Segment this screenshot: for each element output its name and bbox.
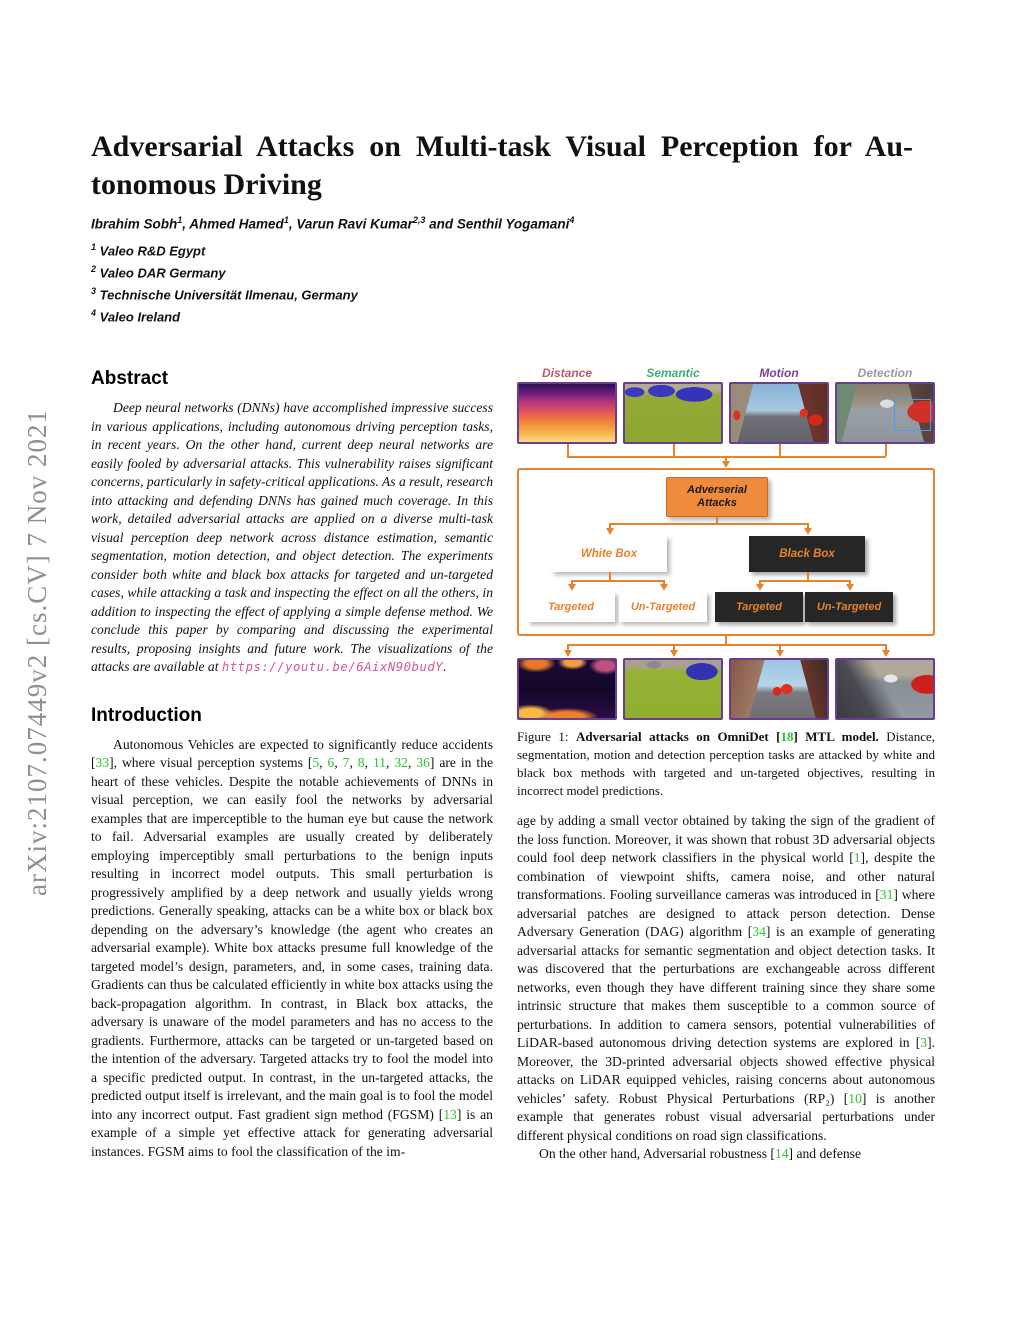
connector-bottom <box>517 636 935 658</box>
motion-prediction-image <box>729 382 829 444</box>
semantic-prediction-image <box>623 382 723 444</box>
affiliation <box>91 238 913 260</box>
arxiv-identifier-text: arXiv:2107.07449v2 [cs.CV] 7 Nov 2021 <box>21 409 52 896</box>
task-label-distance: Distance <box>541 366 593 380</box>
video-link[interactable]: https://youtu.be/6AixN90budY <box>221 660 444 674</box>
task-label-semantic: Semantic <box>646 366 700 380</box>
affiliation-list <box>91 238 913 327</box>
whitebox-targeted-node: Targeted <box>527 592 615 622</box>
caption-rest: Distance, segmentation, motion and detection perception tasks are attacked by white and black box methods with targeted and un-targeted objectives, resulting in incorrect model predictions. <box>517 729 935 798</box>
author-line <box>91 215 913 232</box>
citation-link[interactable]: 14 <box>774 1146 789 1161</box>
citation-link[interactable]: 33 <box>95 755 110 770</box>
arrow-down-icon <box>670 650 678 657</box>
blackbox-targeted-node: Targeted <box>715 592 803 622</box>
affiliation <box>91 282 913 304</box>
affiliation-name: Valeo R&D Egypt <box>96 242 206 258</box>
citation-link[interactable]: 5 <box>312 755 320 770</box>
figure-caption <box>517 728 935 800</box>
author-superscript: 1 <box>283 215 289 225</box>
blackbox-untargeted-node: Un-Targeted <box>805 592 893 622</box>
adversarial-attacks-node: Adverserial Attacks <box>666 477 768 517</box>
black-box-node: Black Box <box>749 536 865 572</box>
arxiv-identifier-strip <box>14 330 60 975</box>
author-block <box>91 215 913 327</box>
attack-taxonomy-flowchart <box>517 468 935 636</box>
semantic-attacked-image <box>623 658 723 720</box>
distance-attacked-image <box>517 658 617 720</box>
citation-link[interactable]: 8 <box>357 755 365 770</box>
abstract-heading: Abstract <box>91 368 169 389</box>
arrow-down-icon <box>564 650 572 657</box>
task-label-row <box>517 366 935 380</box>
figure-1 <box>517 366 935 800</box>
author-superscript: 2,3 <box>412 215 426 225</box>
citation-link[interactable]: 11 <box>372 755 387 770</box>
author-superscript: 4 <box>569 215 575 225</box>
paper-title-line1: Adversarial Attacks on Multi-task Visual Perception for Au- <box>91 130 913 163</box>
citation-link[interactable]: 1 <box>853 850 861 865</box>
detection-prediction-image <box>835 382 935 444</box>
affiliation-name: Technische Universität Ilmenau, Germany <box>96 287 358 303</box>
author-name: and Senthil Yogamani <box>425 216 570 232</box>
connector-top <box>517 444 935 468</box>
citation-link[interactable]: 6 <box>327 755 335 770</box>
detection-attacked-image <box>835 658 935 720</box>
task-label-motion: Motion <box>759 366 799 380</box>
whitebox-untargeted-node: Un-Targeted <box>619 592 707 622</box>
citation-link[interactable]: 31 <box>879 887 894 902</box>
citation-link[interactable]: 32 <box>394 755 408 770</box>
arrow-down-icon <box>722 461 730 468</box>
author-name: Ibrahim Sobh <box>91 216 178 232</box>
right-column <box>517 366 935 1164</box>
task-label-detection: Detection <box>857 366 913 380</box>
affiliation-superscript: 1 <box>91 241 97 252</box>
arrow-down-icon <box>568 584 576 591</box>
arrow-down-icon <box>660 584 668 591</box>
author-name: , Varun Ravi Kumar <box>288 216 413 232</box>
affiliation <box>91 304 913 326</box>
arrow-down-icon <box>846 584 854 591</box>
citation-link[interactable]: 7 <box>342 755 350 770</box>
citation-link[interactable]: 18 <box>780 729 794 744</box>
citation-link[interactable]: 3 <box>920 1035 928 1050</box>
citation-link[interactable]: 10 <box>848 1090 862 1106</box>
caption-prefix: Figure 1: <box>517 729 576 744</box>
left-column <box>91 368 493 1161</box>
motion-attacked-image <box>729 658 829 720</box>
arrow-down-icon <box>804 528 812 535</box>
citation-link[interactable]: 34 <box>752 924 766 939</box>
attacked-image-row <box>517 658 935 720</box>
author-name: , Ahmed Hamed <box>182 216 284 232</box>
introduction-heading: Introduction <box>91 704 202 726</box>
introduction-paragraph: Autonomous Vehicles are expected to significantly reduce accidents [33], where visual perception systems [5, 6, 7, 8, 11, 32, 36] are in the heart of these vehicles. Despite the notable achievements of DNNs in visual perception, we can easily fool the networks by adversarial examples that are imperceptible to the human eye but cause the network to fail. Adversarial examples are usually created by deliberately employing imperceptibly small perturbations to the benign inputs resulting in incorrect model outputs. This small perturbation is progressively amplified by a deep network and usually yields wrong predictions. Generally speaking, attacks can be a white box or black box depending on the adversary’s knowledge (the agent who creates an adversarial example). White box attacks presume full knowledge of the targeted model’s design, parameters, and, in some cases, training data. Gradients can thus be calculated efficiently in white box attacks using the back-propagation algorithm. In contrast, in Black box attacks, the adversary is unaware of the model parameters and has no access to the gradients. Furthermore, attacks can be targeted or un-targeted based on the intention of the adversary. Targeted attacks try to fool the model into a specific predicted output. In contrast, in the un-targeted attacks, the predicted output itself is irrelevant, and the main goal is to fool the model into any incorrect output. Fast gradient sign method (FGSM) [13] is an example of a simple yet effective attack for generating adversarial instances. FGSM aims to fool the classification of the im- <box>91 736 494 1159</box>
body-paragraph-1: age by adding a small vector obtained by taking the sign of the gradient of the loss function. Moreover, it was shown that robust 3D adversarial objects could fool deep network classifiers in the physical world [1], despite the combination of viewpoint shifts, camera noise, and other natural transformations. Fooling surveillance cameras was introduced in [31] where adversarial patches are designed to attack person detection. Dense Adversary Generation (DAG) algorithm [34] is an example of generating adversarial attacks for semantic segmentation and object detection tasks. It was discovered that the perturbations are exchangeable across different networks, even though they have different training since they share some intrinsic structure that makes them susceptible to a common source of perturbations. In addition to camera sensors, potential vulnerabilities of LiDAR-based autonomous driving detection systems are explored in [3]. Moreover, the 3D-printed adversarial objects showed effective physical attacks on LiDAR equipped vehicles, raising concerns about autonomous vehicles’ safety. Robust Physical Perturbations (RP₂) [10] is another example that generates robust visual adversarial perturbations under different physical conditions on road sign classifications. <box>517 813 935 1143</box>
arrow-down-icon <box>756 584 764 591</box>
caption-bold: Adversarial attacks on OmniDet [18] MTL model. <box>575 729 879 744</box>
affiliation-name: Valeo DAR Germany <box>96 265 226 281</box>
citation-link[interactable]: 13 <box>443 1106 457 1122</box>
author-superscript: 1 <box>177 215 183 225</box>
affiliation <box>91 260 913 282</box>
prediction-image-row <box>517 382 935 444</box>
affiliation-superscript: 2 <box>91 263 97 274</box>
right-column-body <box>517 812 935 1164</box>
affiliation-superscript: 3 <box>91 286 97 297</box>
paper-title-line2: tonomous Driving <box>91 168 322 201</box>
arrow-down-icon <box>882 650 890 657</box>
paper-title <box>91 128 913 204</box>
white-box-node: White Box <box>551 536 667 572</box>
body-paragraph-2: On the other hand, Adversarial robustness [14] and defense <box>539 1146 862 1161</box>
arrow-down-icon <box>776 650 784 657</box>
affiliation-name: Valeo Ireland <box>96 309 181 325</box>
citation-link[interactable]: 36 <box>416 755 430 770</box>
affiliation-superscript: 4 <box>91 308 97 319</box>
arrow-down-icon <box>606 528 614 535</box>
distance-prediction-image <box>517 382 617 444</box>
abstract-paragraph: Deep neural networks (DNNs) have accomplished impressive success in various applications, including autonomous driving perception tasks, in recent years. On the other hand, current deep neural networks are easily fooled by adversarial attacks. This vulnerability raises significant concerns, particularly in safety-critical applications. As a result, research into attacking and defending DNNs has gained much coverage. In this work, detailed adversarial attacks are applied on a diverse multi-task visual perception deep network across distance estimation, semantic segmentation, motion detection, and object detection. The experiments consider both white and black box attacks for targeted and un-targeted cases, while attacking a task and inspecting the effect on all the others, in addition to inspecting the effect of applying a simple defense method. We conclude this paper by comparing and discussing the experimental results, proposing insights and future work. The visualizations of the attacks are available at https://youtu.be/6AixN90budY. <box>91 400 493 674</box>
